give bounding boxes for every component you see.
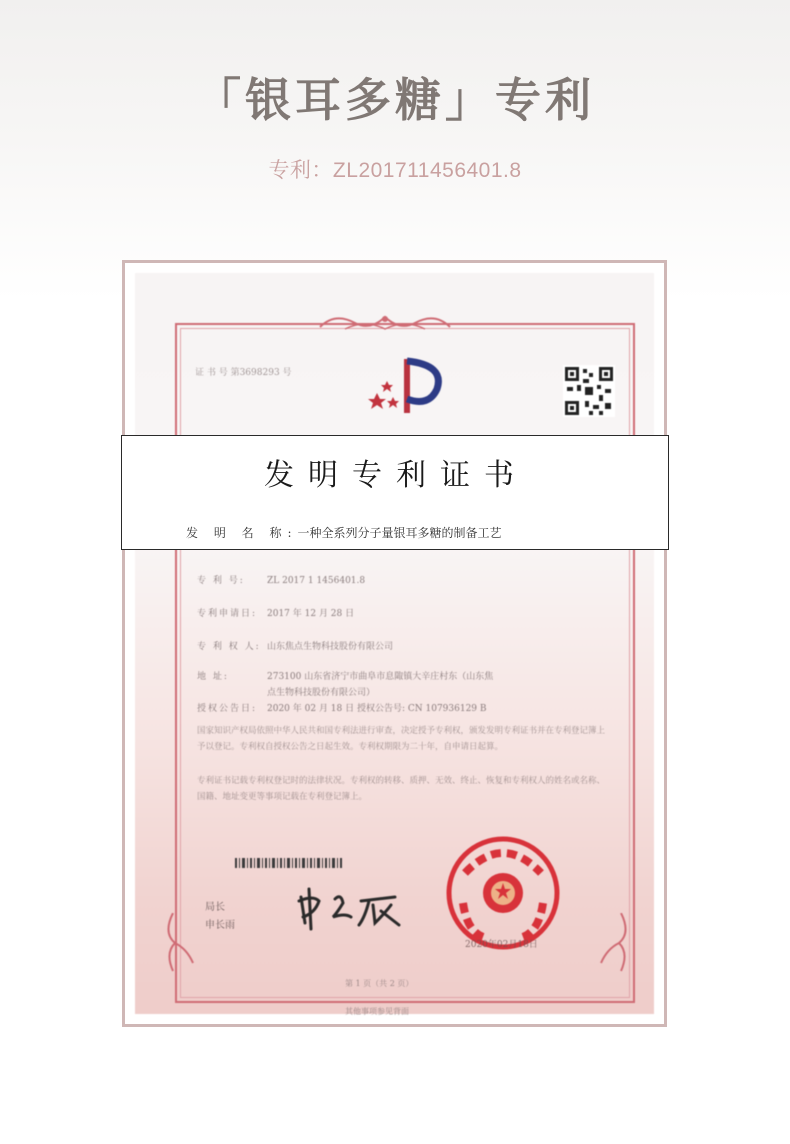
certificate-paragraph-2: 专利证书记载专利权登记时的法律状况。专利权的转移、质押、无效、终止、恢复和专利权人的姓名或名称、国籍、地址变更等事项记载在专利登记簿上。 (197, 776, 606, 802)
field-application-date: 专利申请日: 2017 年 12 月 28 日 (197, 609, 355, 619)
top-ornament-icon (315, 307, 455, 337)
field-patentee: 专 利 权 人: 山东焦点生物科技股份有限公司 (197, 642, 394, 652)
field-address: 地 址: 273100 山东省济宁市曲阜市息陬镇大辛庄村东（山东焦 (197, 672, 494, 682)
certificate-paper (135, 273, 654, 1014)
official-seal-icon (443, 833, 563, 953)
field-grant-date: 授权公告日: 2020 年 02 月 18 日 授权公告号: CN 107936129 B (197, 704, 487, 714)
invention-name-label: 发 明 名 称: (186, 526, 298, 540)
certificate-footer-note: 其他事项参见背面 (345, 1007, 409, 1016)
certificate-title-highlight (121, 435, 669, 550)
certificate-title: 发明专利证书 (264, 458, 528, 493)
certificate-number: 证 书 号 第3698293 号 (195, 368, 292, 378)
signature-icon (295, 883, 415, 933)
page-indicator: 第 1 页（共 2 页） (345, 979, 414, 988)
field-patent-number: 专 利 号: ZL 2017 1 1456401.8 (197, 576, 366, 586)
page-title: 「银耳多糖」专利 (195, 73, 595, 127)
patent-number-subtitle: 专利：ZL201711456401.8 (268, 159, 522, 182)
barcode-icon (235, 858, 343, 868)
corner-ornament-icon (587, 913, 631, 973)
cnipa-logo-icon (367, 351, 447, 421)
certificate-paragraph-1: 国家知识产权局依照中华人民共和国专利法进行审查，决定授予专利权，颁发发明专利证书并在专利登记簿上予以登记。专利权自授权公告之日起生效。专利权期限为二十年，自申请日起算。 (197, 726, 606, 752)
invention-name-value: 一种全系列分子量银耳多糖的制备工艺 (297, 526, 502, 540)
corner-ornament-icon (163, 913, 207, 973)
field-address-cont: 点生物科技股份有限公司） (267, 688, 376, 698)
signer-title: 局长 (205, 902, 225, 913)
patent-certificate-image (122, 260, 667, 1027)
invention-name (186, 524, 502, 541)
seal-date: 2020年02月18日 (465, 940, 538, 950)
signer-name: 申长雨 (205, 920, 235, 931)
qr-code-icon (563, 365, 615, 417)
